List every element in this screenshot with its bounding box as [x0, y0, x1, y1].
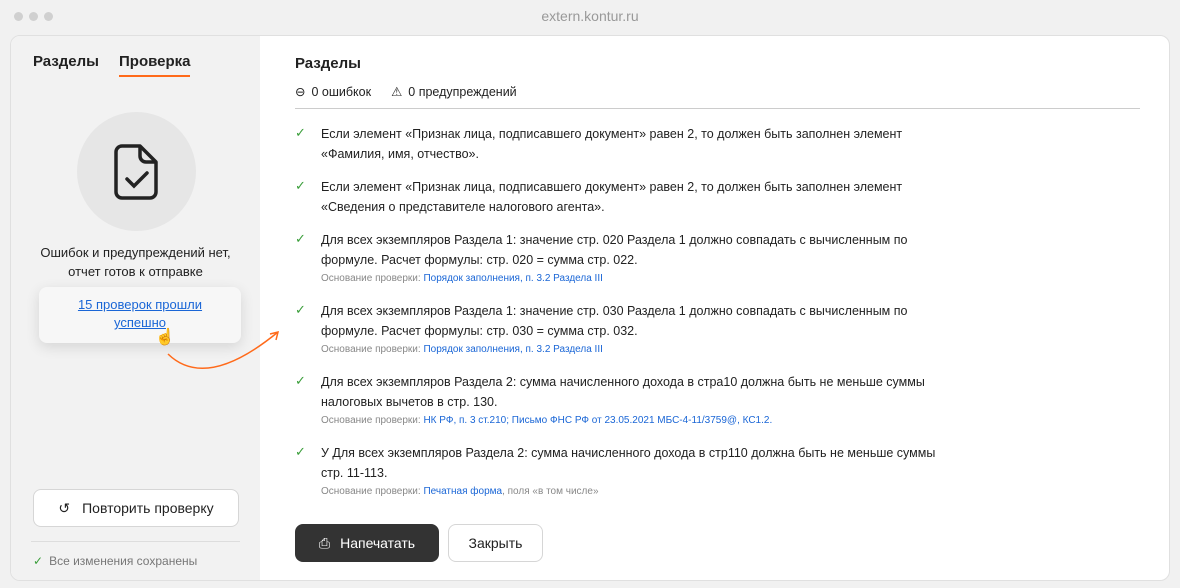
- checks-passed-link[interactable]: 15 проверок прошли успешно: [77, 297, 203, 330]
- printer-icon: ⎙: [318, 534, 331, 551]
- document-check-icon: [77, 112, 196, 231]
- main-panel: [295, 36, 1140, 514]
- check-item: [295, 230, 1140, 288]
- check-text: Если элемент «Признак лица, подписавшего документ» равен 2, то должен быть заполнен элемент «Сведения о представителе налогового агента».: [321, 180, 903, 214]
- basis-link[interactable]: НК РФ, п. 3 ст.210; Письмо ФНС РФ от 23.05.2021 МБС-4-11/3759@, КС1.2.: [423, 415, 773, 426]
- check-icon: ✓: [295, 231, 306, 246]
- minus-circle-icon: ⊖: [295, 85, 306, 99]
- print-button[interactable]: [295, 524, 439, 562]
- errors-count: 0 ошибкок: [311, 84, 372, 99]
- close-button[interactable]: Закрыть: [448, 524, 543, 562]
- check-text: Если элемент «Признак лица, подписавшего документ» равен 2, то должен быть заполнен элемент «Фамилия, имя, отчество».: [321, 127, 903, 161]
- repeat-label: Повторить проверку: [82, 500, 214, 516]
- repeat-check-button[interactable]: [33, 489, 239, 527]
- app-window: [10, 35, 1170, 581]
- status-text: Ошибок и предупреждений нет,: [40, 245, 231, 260]
- check-basis: [321, 270, 941, 288]
- basis-label: Основание проверки:: [321, 415, 424, 426]
- check-text: Для всех экземпляров Раздела 2: сумма начисленного дохода в стра10 должна быть не меньше суммы налоговых вычетов в стр. 130.: [321, 375, 925, 409]
- check-icon: ✓: [33, 554, 44, 568]
- tab-check[interactable]: Проверка: [119, 53, 190, 77]
- check-item: [295, 301, 1140, 359]
- page-title: Разделы: [295, 55, 361, 72]
- basis-link[interactable]: Порядок заполнения, п. 3.2 Раздела III: [423, 273, 603, 284]
- check-icon: ✓: [295, 444, 306, 459]
- address-bar[interactable]: extern.kontur.ru: [541, 8, 639, 24]
- warnings-count: 0 предупреждений: [408, 84, 517, 99]
- basis-link[interactable]: Порядок заполнения, п. 3.2 Раздела III: [423, 344, 603, 355]
- warning-icon: ⚠: [391, 85, 403, 99]
- refresh-icon: ↺: [58, 499, 71, 516]
- check-item: [295, 443, 1140, 501]
- check-text: Для всех экземпляров Раздела 1: значение стр. 020 Раздела 1 должно совпадать с вычисленным по формуле. Расчет формулы: стр. 020 = сумма стр. 022.: [321, 233, 908, 267]
- check-icon: ✓: [295, 302, 306, 317]
- check-item: [295, 372, 1140, 430]
- tab-sections[interactable]: Разделы: [33, 53, 99, 70]
- check-icon: ✓: [295, 178, 306, 193]
- basis-link[interactable]: Печатная форма: [423, 486, 503, 497]
- check-text: Для всех экземпляров Раздела 1: значение стр. 030 Раздела 1 должно совпадать с вычисленным по формуле. Расчет формулы: стр. 030 = сумма стр. 032.: [321, 304, 908, 338]
- basis-label: Основание проверки:: [321, 273, 424, 284]
- check-basis: [321, 341, 941, 359]
- hand-cursor-icon: ☝: [155, 329, 175, 346]
- check-icon: ✓: [295, 125, 306, 140]
- sidebar: [11, 36, 260, 580]
- saved-status: Все изменения сохранены: [49, 554, 198, 568]
- check-text: У Для всех экземпляров Раздела 2: сумма начисленного дохода в стр110 должна быть не меньше суммы стр. 11-113.: [321, 446, 936, 480]
- check-item: [295, 124, 1140, 164]
- check-icon: ✓: [295, 373, 306, 388]
- arrow-icon: [166, 326, 286, 386]
- basis-label: Основание проверки:: [321, 486, 424, 497]
- print-label: Напечатать: [340, 535, 416, 551]
- basis-label: Основание проверки:: [321, 344, 424, 355]
- check-basis: [321, 412, 941, 430]
- divider: [31, 541, 240, 542]
- basis-suffix: , поля «в том числе»: [502, 486, 599, 497]
- status-text-2: отчет готов к отправке: [68, 264, 203, 279]
- check-basis: [321, 483, 941, 501]
- check-item: [295, 177, 1140, 217]
